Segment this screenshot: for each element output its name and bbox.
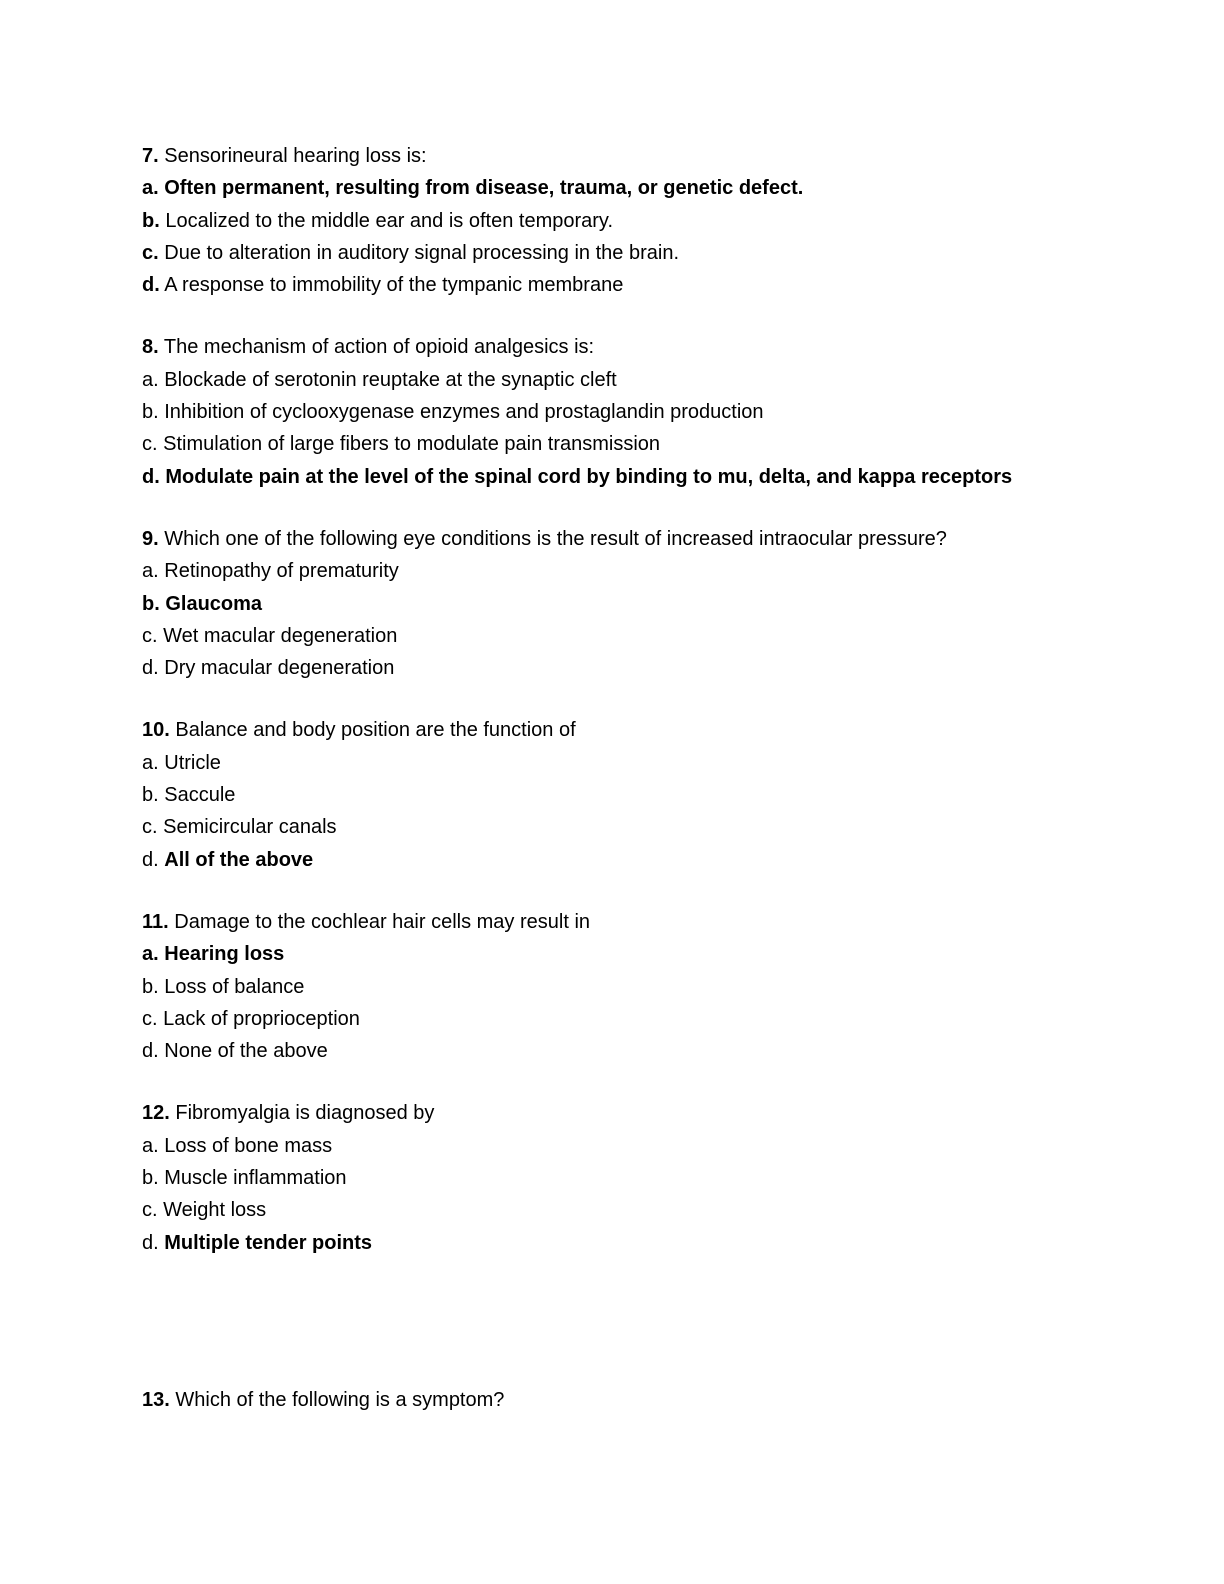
- question-stem: [142, 714, 1142, 746]
- option-text: Dry macular degeneration: [164, 657, 395, 680]
- option-letter: d.: [142, 848, 159, 871]
- option-letter: c.: [142, 624, 158, 647]
- question-text: Sensorineural hearing loss is:: [164, 145, 427, 167]
- option-letter: a.: [142, 751, 159, 774]
- answer-option-correct: [142, 172, 1142, 204]
- option-text: All of the above: [164, 848, 314, 871]
- question-number: 11.: [142, 910, 169, 933]
- option-text: A response to immobility of the tympanic membrane: [164, 274, 624, 297]
- option-letter: c.: [142, 1007, 158, 1030]
- question-number: 13.: [142, 1388, 170, 1411]
- option-letter: b.: [142, 401, 159, 424]
- question-stem: [142, 331, 1142, 363]
- option-text: Loss of balance: [164, 975, 305, 998]
- option-letter: a.: [142, 368, 159, 391]
- question-text: Which one of the following eye conditions is the result of increased intraocular pressure?: [164, 527, 947, 550]
- option-letter: a.: [142, 1134, 159, 1157]
- option-text: None of the above: [164, 1040, 328, 1063]
- option-letter: a.: [142, 943, 159, 966]
- option-letter: b.: [142, 592, 160, 615]
- option-text: Glaucoma: [165, 592, 263, 615]
- option-text: Due to alteration in auditory signal processing in the brain.: [164, 241, 679, 264]
- option-text: Modulate pain at the level of the spinal cord by binding to mu, delta, and kappa receptors: [165, 465, 1013, 488]
- option-text: Retinopathy of prematurity: [164, 560, 399, 583]
- option-letter: d.: [142, 657, 159, 680]
- answer-option-correct: [142, 1227, 1142, 1259]
- answer-option-correct: [142, 844, 1142, 876]
- option-letter: c.: [142, 241, 159, 264]
- option-letter: d.: [142, 274, 160, 297]
- answer-option: [142, 428, 1142, 460]
- question-9: [142, 523, 1142, 684]
- question-text: Fibromyalgia is diagnosed by: [175, 1102, 435, 1125]
- option-text: Semicircular canals: [163, 816, 337, 839]
- answer-option: [142, 971, 1142, 1003]
- answer-option: [142, 779, 1142, 811]
- answer-option: [142, 555, 1142, 587]
- answer-option: [142, 269, 1142, 301]
- option-letter: b.: [142, 1167, 159, 1190]
- option-text: Multiple tender points: [164, 1231, 373, 1254]
- option-text: Wet macular degeneration: [163, 624, 398, 647]
- answer-option: [142, 652, 1142, 684]
- answer-option: [142, 1130, 1142, 1162]
- option-letter: b.: [142, 975, 159, 998]
- option-letter: d.: [142, 1040, 159, 1063]
- option-text: Saccule: [164, 784, 236, 807]
- question-number: 8.: [142, 336, 159, 359]
- option-text: Hearing loss: [164, 943, 285, 966]
- answer-option: [142, 396, 1142, 428]
- answer-option: [142, 237, 1142, 269]
- option-text: Muscle inflammation: [164, 1167, 347, 1190]
- answer-option: [142, 1194, 1142, 1226]
- answer-option: [142, 205, 1142, 237]
- question-number: 7.: [142, 145, 159, 167]
- option-text: Lack of proprioception: [163, 1007, 360, 1030]
- question-stem: [142, 1384, 1142, 1416]
- question-stem: [142, 1097, 1142, 1129]
- question-13: [142, 1384, 1142, 1416]
- option-text: Blockade of serotonin reuptake at the synaptic cleft: [164, 368, 617, 391]
- option-letter: b.: [142, 784, 159, 807]
- option-letter: d.: [142, 1231, 159, 1254]
- answer-option-correct: [142, 588, 1142, 620]
- option-letter: c.: [142, 1199, 158, 1222]
- answer-option: [142, 364, 1142, 396]
- question-stem: [142, 906, 1142, 938]
- option-letter: c.: [142, 433, 158, 456]
- option-text: Weight loss: [163, 1199, 267, 1222]
- option-text: Often permanent, resulting from disease, trauma, or genetic defect.: [164, 177, 804, 200]
- answer-option: [142, 1162, 1142, 1194]
- answer-option-correct: [142, 461, 1142, 493]
- option-text: Stimulation of large fibers to modulate pain transmission: [163, 433, 661, 456]
- answer-option: [142, 1035, 1142, 1067]
- answer-option-correct: [142, 938, 1142, 970]
- option-letter: a.: [142, 177, 159, 200]
- question-number: 10.: [142, 719, 170, 742]
- answer-option: [142, 747, 1142, 779]
- option-text: Inhibition of cyclooxygenase enzymes and prostaglandin production: [164, 401, 764, 424]
- answer-option: [142, 620, 1142, 652]
- question-document: [142, 140, 1142, 1416]
- option-text: Utricle: [164, 751, 221, 774]
- question-number: 12.: [142, 1102, 170, 1125]
- option-text: Loss of bone mass: [164, 1134, 333, 1157]
- question-text: Damage to the cochlear hair cells may result in: [174, 910, 591, 933]
- option-letter: b.: [142, 209, 160, 232]
- question-text: Balance and body position are the function of: [175, 719, 576, 742]
- question-10: [142, 714, 1142, 875]
- question-number: 9.: [142, 527, 159, 550]
- answer-option: [142, 811, 1142, 843]
- question-8: [142, 331, 1142, 492]
- question-stem: [142, 140, 1142, 172]
- question-stem: [142, 523, 1142, 555]
- question-11: [142, 906, 1142, 1067]
- question-text: The mechanism of action of opioid analgesics is:: [163, 336, 595, 359]
- option-text: Localized to the middle ear and is often temporary.: [165, 209, 613, 232]
- question-12: [142, 1097, 1142, 1258]
- option-letter: a.: [142, 560, 159, 583]
- option-letter: d.: [142, 465, 160, 488]
- question-text: Which of the following is a symptom?: [175, 1388, 505, 1411]
- answer-option: [142, 1003, 1142, 1035]
- option-letter: c.: [142, 816, 158, 839]
- question-7: [142, 140, 1142, 301]
